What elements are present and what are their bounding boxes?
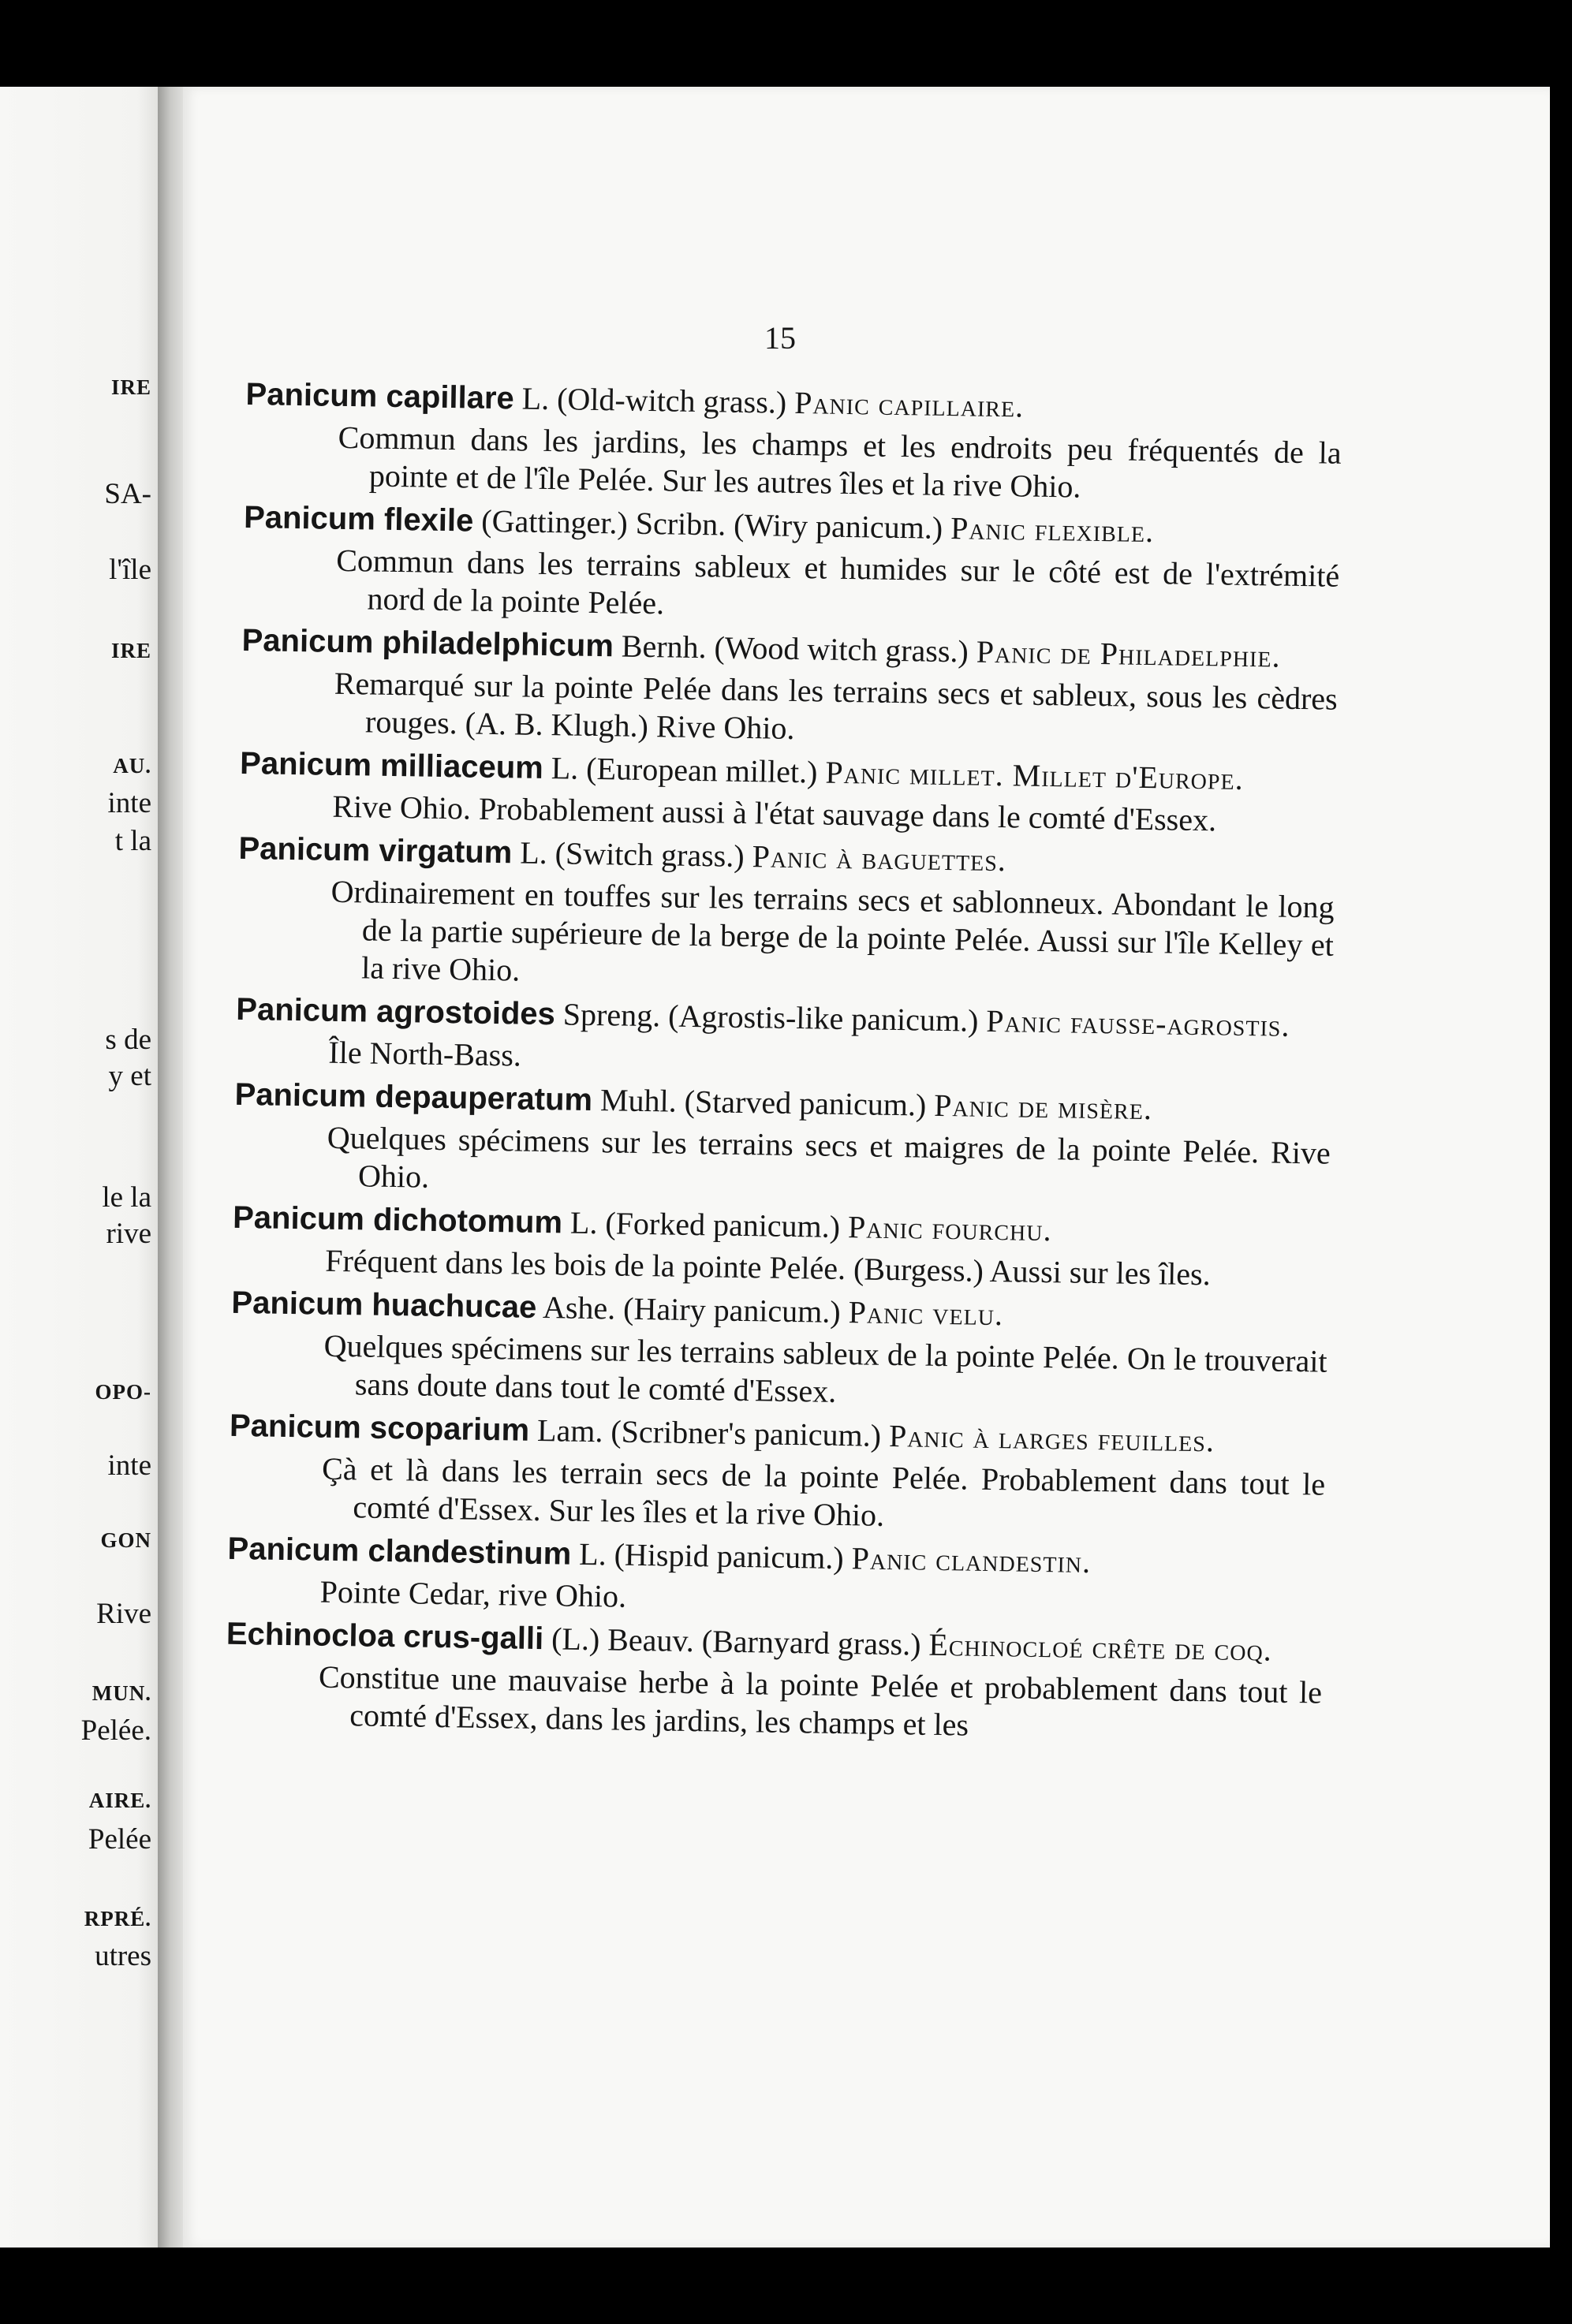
- entry-description: Remarqué sur la pointe Pelée dans les terrains secs et sableux, sous les cèdres rouges. (A. B. Klugh.) Rive Ohio.: [334, 665, 1339, 746]
- french-name: Panic fourchu.: [847, 1209, 1052, 1248]
- species-entry: [232, 1198, 1329, 1296]
- previous-page-fragment: AIRE.: [88, 1789, 151, 1812]
- previous-page-fragment: Pelée: [88, 1823, 151, 1856]
- species-entry: [228, 1406, 1326, 1542]
- english-name: (Switch grass.): [554, 835, 745, 874]
- english-name: (European millet.): [585, 750, 818, 790]
- english-name: (Old-witch grass.): [556, 381, 787, 420]
- species-entry: [239, 744, 1336, 841]
- previous-page-fragment: rive: [106, 1218, 151, 1250]
- author-citation: L.: [578, 1535, 607, 1572]
- entry-description: Constitue une mauvaise herbe à la pointe Pelée et probablement dans tout le comté d'Essex, dans les jardins, les champs et les: [318, 1658, 1323, 1743]
- entry-description: Commun dans les jardins, les champs et les endroits peu fréquentés de la pointe et de l'île Pelée. Sur les autres îles et la rive Ohio.: [338, 419, 1342, 505]
- species-entry: [242, 498, 1340, 633]
- previous-page-fragment: Pelée.: [80, 1714, 151, 1747]
- species-entry: [235, 990, 1332, 1087]
- species-name: Panicum virgatum: [238, 830, 513, 871]
- species-list: [225, 375, 1342, 1755]
- species-name: Echinocloa crus-galli: [226, 1616, 544, 1657]
- french-name: Panic à baguettes.: [752, 838, 1007, 878]
- page-number: 15: [764, 320, 796, 356]
- previous-page-fragment: Rive: [96, 1598, 151, 1630]
- previous-page-fragment: le la: [102, 1181, 151, 1214]
- previous-page-fragment: inte: [107, 1449, 151, 1482]
- author-citation: Lam.: [536, 1412, 603, 1449]
- species-entry: [230, 1283, 1328, 1419]
- english-name: (Hairy panicum.): [622, 1290, 842, 1330]
- species-name: Panicum depauperatum: [234, 1076, 593, 1118]
- previous-page-fragment: MUN.: [91, 1681, 151, 1705]
- previous-page-fragment: t la: [114, 825, 151, 857]
- french-name: Panic de misère.: [933, 1087, 1153, 1127]
- author-citation: Ashe.: [542, 1289, 616, 1326]
- french-name: Panic capillaire.: [793, 384, 1025, 424]
- previous-page-fragment: AU.: [113, 754, 151, 778]
- author-citation: L.: [569, 1204, 598, 1241]
- previous-page-fragment: RPRÉ.: [84, 1907, 151, 1930]
- english-name: (Wiry panicum.): [733, 506, 943, 546]
- english-name: (Starved panicum.): [684, 1083, 927, 1123]
- author-citation: L.: [519, 834, 548, 871]
- author-citation: L.: [521, 380, 550, 417]
- previous-page-fragment: GON: [100, 1528, 151, 1552]
- species-name: Panicum agrostoides: [236, 991, 556, 1032]
- french-name: Panic millet. Millet d'Europe.: [825, 754, 1245, 796]
- species-entry: [237, 829, 1335, 1002]
- previous-page-fragment: utres: [95, 1940, 151, 1972]
- entry-description: Çà et là dans les terrain secs de la pointe Pelée. Probablement dans tout le comté d'Essex. Sur les îles et la rive Ohio.: [321, 1450, 1326, 1533]
- french-name: Panic fausse-agrostis.: [986, 1002, 1290, 1043]
- french-name: Panic flexible.: [950, 510, 1155, 550]
- species-entry: [241, 621, 1339, 756]
- english-name: (Agrostis-like panicum.): [667, 998, 979, 1039]
- previous-page-fragment: s de: [105, 1024, 151, 1056]
- french-name: Panic clandestin.: [851, 1540, 1092, 1580]
- species-name: Panicum capillare: [245, 376, 515, 416]
- entry-description: Fréquent dans les bois de la pointe Pelée. (Burgess.) Aussi sur les îles.: [325, 1242, 1212, 1293]
- entry-description: Rive Ohio. Probablement aussi à l'état sauvage dans le comté d'Essex.: [332, 788, 1217, 838]
- english-name: (Wood witch grass.): [714, 629, 969, 670]
- english-name: (Barnyard grass.): [701, 1623, 921, 1662]
- species-name: Panicum scoparium: [229, 1408, 530, 1448]
- author-citation: Bernh.: [621, 628, 707, 666]
- author-citation: L.: [551, 750, 579, 786]
- previous-page-fragment: OPO-: [95, 1380, 151, 1404]
- species-name: Panicum flexile: [243, 499, 474, 539]
- species-name: Panicum philadelphicum: [241, 622, 614, 664]
- species-name: Panicum huachucae: [231, 1285, 537, 1325]
- previous-page-fragment: IRE: [110, 639, 151, 662]
- entry-description: Île North-Bass.: [328, 1034, 522, 1073]
- previous-page-edge: [0, 87, 183, 2248]
- previous-page-fragment: SA-: [104, 478, 151, 510]
- author-citation: Spreng.: [562, 996, 661, 1034]
- french-name: Panic à larges feuilles.: [888, 1417, 1215, 1459]
- entry-description: Quelques spécimens sur les terrains sableux de la pointe Pelée. On le trouverait sans doute dans tout le comté d'Essex.: [323, 1327, 1327, 1409]
- english-name: (Forked panicum.): [605, 1205, 841, 1244]
- english-name: (Scribner's panicum.): [611, 1413, 882, 1453]
- french-name: Panic velu.: [848, 1294, 1004, 1333]
- species-name: Panicum dichotomum: [232, 1199, 563, 1240]
- entry-description: Quelques spécimens sur les terrains secs et maigres de la pointe Pelée. Rive Ohio.: [327, 1119, 1331, 1195]
- page: [183, 87, 1550, 2248]
- species-name: Panicum clandestinum: [227, 1531, 572, 1572]
- previous-page-fragment: l'île: [109, 554, 151, 586]
- author-citation: (L.) Beauv.: [551, 1621, 695, 1659]
- entry-description: Pointe Cedar, rive Ohio.: [319, 1573, 627, 1614]
- author-citation: Muhl.: [599, 1082, 678, 1119]
- previous-page-fragment: inte: [107, 787, 151, 819]
- species-entry: [245, 375, 1342, 510]
- entry-description: Commun dans les terrains sableux et humides sur le côté est de l'extrémité nord de la pointe Pelée.: [335, 542, 1340, 621]
- species-name: Panicum milliaceum: [239, 745, 544, 785]
- previous-page-fragment: y et: [108, 1060, 151, 1092]
- french-name: Panic de Philadelphie.: [976, 633, 1281, 674]
- species-entry: [233, 1075, 1331, 1210]
- french-name: Échinocloé crête de coq.: [928, 1626, 1273, 1668]
- previous-page-fragment: IRE: [110, 375, 151, 399]
- english-name: (Hispid panicum.): [614, 1536, 845, 1576]
- entry-description: Ordinairement en touffes sur les terrains secs et sablonneux. Abondant le long de la partie supérieure de la berge de la pointe Pelée. Aussi sur l'île Kelley et la rive Ohio.: [330, 873, 1335, 988]
- species-entry: [225, 1614, 1323, 1750]
- author-citation: (Gattinger.) Scribn.: [481, 502, 726, 543]
- species-entry: [226, 1529, 1324, 1627]
